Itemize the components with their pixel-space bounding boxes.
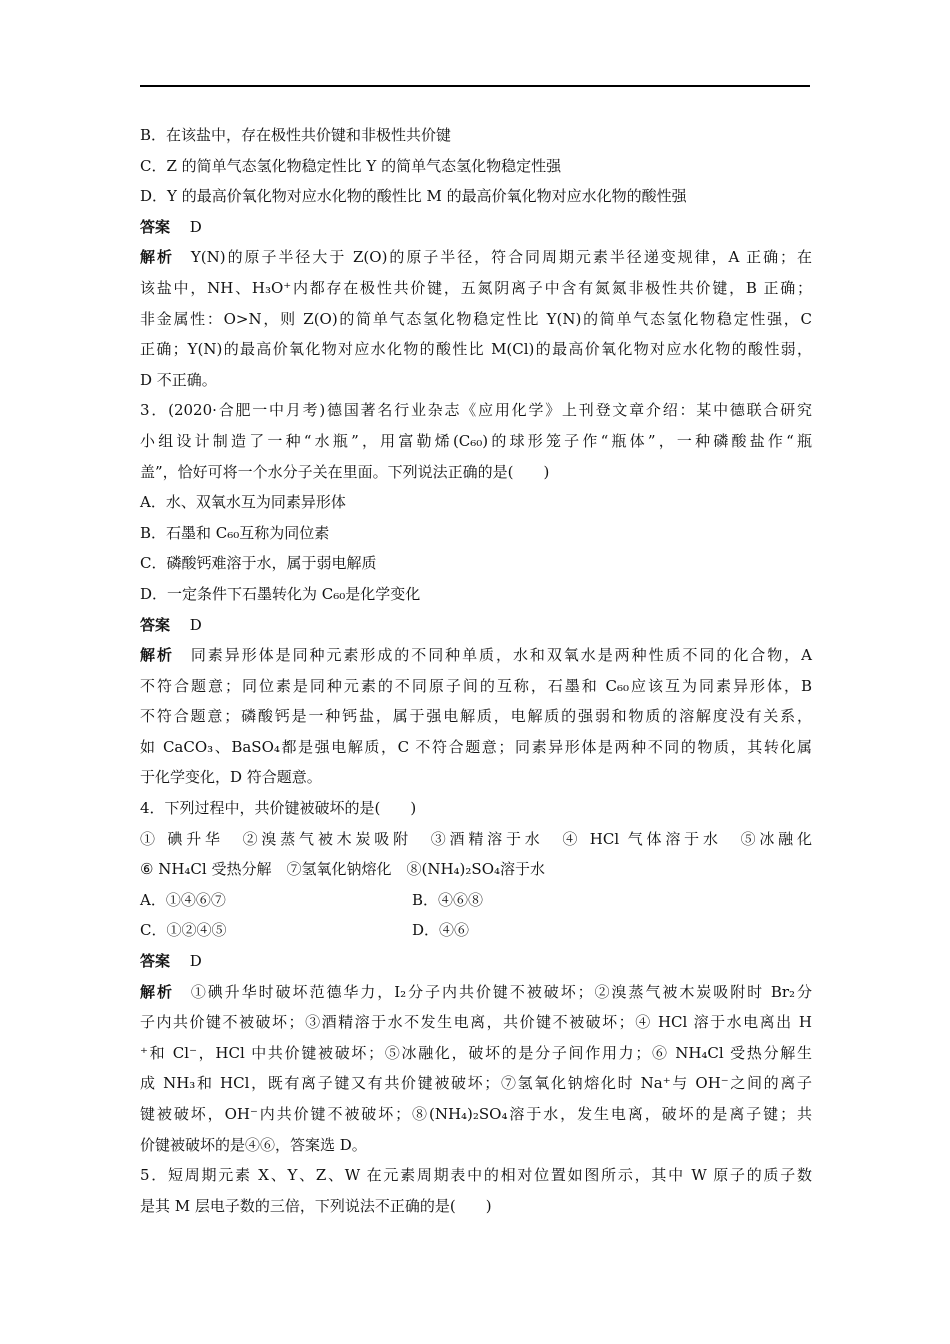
q4-analysis-line-6: 价键被破坏的是④⑥，答案选 D。: [140, 1135, 367, 1154]
analysis-text: ①碘升华时破坏范德华力，I₂分子内共价键不被破坏；②溴蒸气被木炭吸附时 Br₂分: [190, 982, 812, 1001]
q4-option-b: B．④⑥⑧: [412, 890, 484, 909]
q4-option-c: C．①②④⑤: [140, 921, 227, 940]
q3-option-d: D．一定条件下石墨转化为 C₆₀是化学变化: [140, 584, 421, 603]
analysis-label: 解析: [140, 646, 174, 665]
q4-items-line-1: ① 碘升华 ②溴蒸气被木炭吸附 ③酒精溶于水 ④ HCl 气体溶于水 ⑤冰融化: [140, 829, 812, 848]
analysis-label: 解析: [140, 248, 174, 267]
q3-option-b: B．石墨和 C₆₀互称为同位素: [140, 523, 330, 542]
q4-items-line-2: ⑥ NH₄Cl 受热分解 ⑦氢氧化钠熔化 ⑧(NH₄)₂SO₄溶于水: [140, 860, 546, 879]
q3-analysis-line-1: [140, 640, 812, 671]
analysis-text: 同素异形体是同种元素形成的不同种单质，水和双氧水是两种性质不同的化合物，A: [190, 646, 812, 665]
q4-options-row-2: [140, 915, 812, 946]
q3-analysis-line-5: 于化学变化，D 符合题意。: [140, 768, 322, 787]
q2-analysis-line-5: D 不正确。: [140, 370, 217, 389]
q2-analysis-line-3: 非金属性：O>N，则 Z(O)的简单气态氢化物稳定性比 Y(N)的简单气态氢化物稳定性强，C: [140, 309, 812, 328]
q4-analysis-line-4: 成 NH₃和 HCl，既有离子键又有共价键被破坏；⑦氢氧化钠熔化时 Na⁺与 OH⁻之间的离子: [140, 1074, 812, 1093]
q4-options-row-1: [140, 885, 812, 916]
q3-stem-line-1: 3．(2020·合肥一中月考)德国著名行业杂志《应用化学》上刊登文章介绍：某中德联合研究: [140, 401, 812, 420]
answer-value: D: [189, 615, 202, 634]
q5-stem-line-2: 是其 M 层电子数的三倍，下列说法不正确的是( ): [140, 1196, 492, 1215]
q4-analysis-line-1: [140, 977, 812, 1008]
q3-answer: [140, 610, 812, 641]
q4-analysis-line-3: ⁺和 Cl⁻，HCl 中共价键被破坏；⑤冰融化，破坏的是分子间作用力；⑥ NH₄Cl 受热分解生: [140, 1043, 812, 1062]
answer-value: D: [189, 217, 202, 236]
q4-analysis-line-2: 子内共价键不被破坏；③酒精溶于水不发生电离，共价键不被破坏；④ HCl 溶于水电离出 H: [140, 1013, 812, 1032]
q2-analysis-line-1: [140, 242, 812, 273]
q2-option-b: B．在该盐中，存在极性共价键和非极性共价键: [140, 126, 452, 144]
q3-analysis-line-2: 不符合题意；同位素是同种元素的不同原子间的互称，石墨和 C₆₀应该互为同素异形体，B: [140, 676, 812, 695]
q5-stem-line-1: 5．短周期元素 X、Y、Z、W 在元素周期表中的相对位置如图所示，其中 W 原子的质子数: [140, 1166, 812, 1185]
q2-analysis-line-2: 该盐中，NH、H₃O⁺内都存在极性共价键，五氮阴离子中含有氮氮非极性共价键，B 正确；: [140, 278, 812, 297]
q4-option-d: D．④⑥: [412, 921, 470, 940]
q4-analysis-line-5: 键被破坏，OH⁻内共价键不被破坏；⑧(NH₄)₂SO₄溶于水，发生电离，破坏的是离子键；共: [140, 1105, 812, 1123]
answer-label: 答案: [140, 615, 171, 634]
answer-value: D: [189, 952, 202, 971]
q2-answer: [140, 212, 812, 243]
q4-answer: [140, 946, 812, 977]
q3-option-c: C．磷酸钙难溶于水，属于弱电解质: [140, 554, 377, 573]
answer-label: 答案: [140, 217, 171, 236]
q3-option-a: A．水、双氧水互为同素异形体: [140, 493, 346, 512]
analysis-text: Y(N)的原子半径大于 Z(O)的原子半径，符合同周期元素半径递变规律，A 正确；在: [190, 248, 812, 267]
analysis-label: 解析: [140, 982, 174, 1001]
q3-stem-line-2: 小组设计制造了一种“水瓶”，用富勒烯(C₆₀)的球形笼子作“瓶体”，一种磷酸盐作“瓶: [140, 431, 812, 450]
q3-stem-line-3: 盖”，恰好可将一个水分子关在里面。下列说法正确的是( ): [140, 462, 550, 481]
q4-option-a: A．①④⑥⑦: [140, 890, 226, 909]
q2-option-c: C．Z 的简单气态氢化物稳定性比 Y 的简单气态氢化物稳定性强: [140, 156, 562, 175]
q2-analysis-line-4: 正确；Y(N)的最高价氧化物对应水化物的酸性比 M(Cl)的最高价氧化物对应水化物的酸性弱，: [140, 340, 812, 359]
q2-option-d: D．Y 的最高价氧化物对应水化物的酸性比 M 的最高价氧化物对应水化物的酸性强: [140, 187, 687, 206]
document-body: [140, 120, 812, 1221]
header-rule: [140, 85, 810, 87]
q3-analysis-line-3: 不符合题意；磷酸钙是一种钙盐，属于强电解质，电解质的强弱和物质的溶解度没有关系，: [140, 707, 812, 726]
answer-label: 答案: [140, 952, 171, 971]
q4-stem: 4．下列过程中，共价键被破坏的是( ): [140, 799, 417, 818]
q3-analysis-line-4: 如 CaCO₃、BaSO₄都是强电解质，C 不符合题意；同素异形体是两种不同的物质，其转化属: [140, 737, 812, 756]
